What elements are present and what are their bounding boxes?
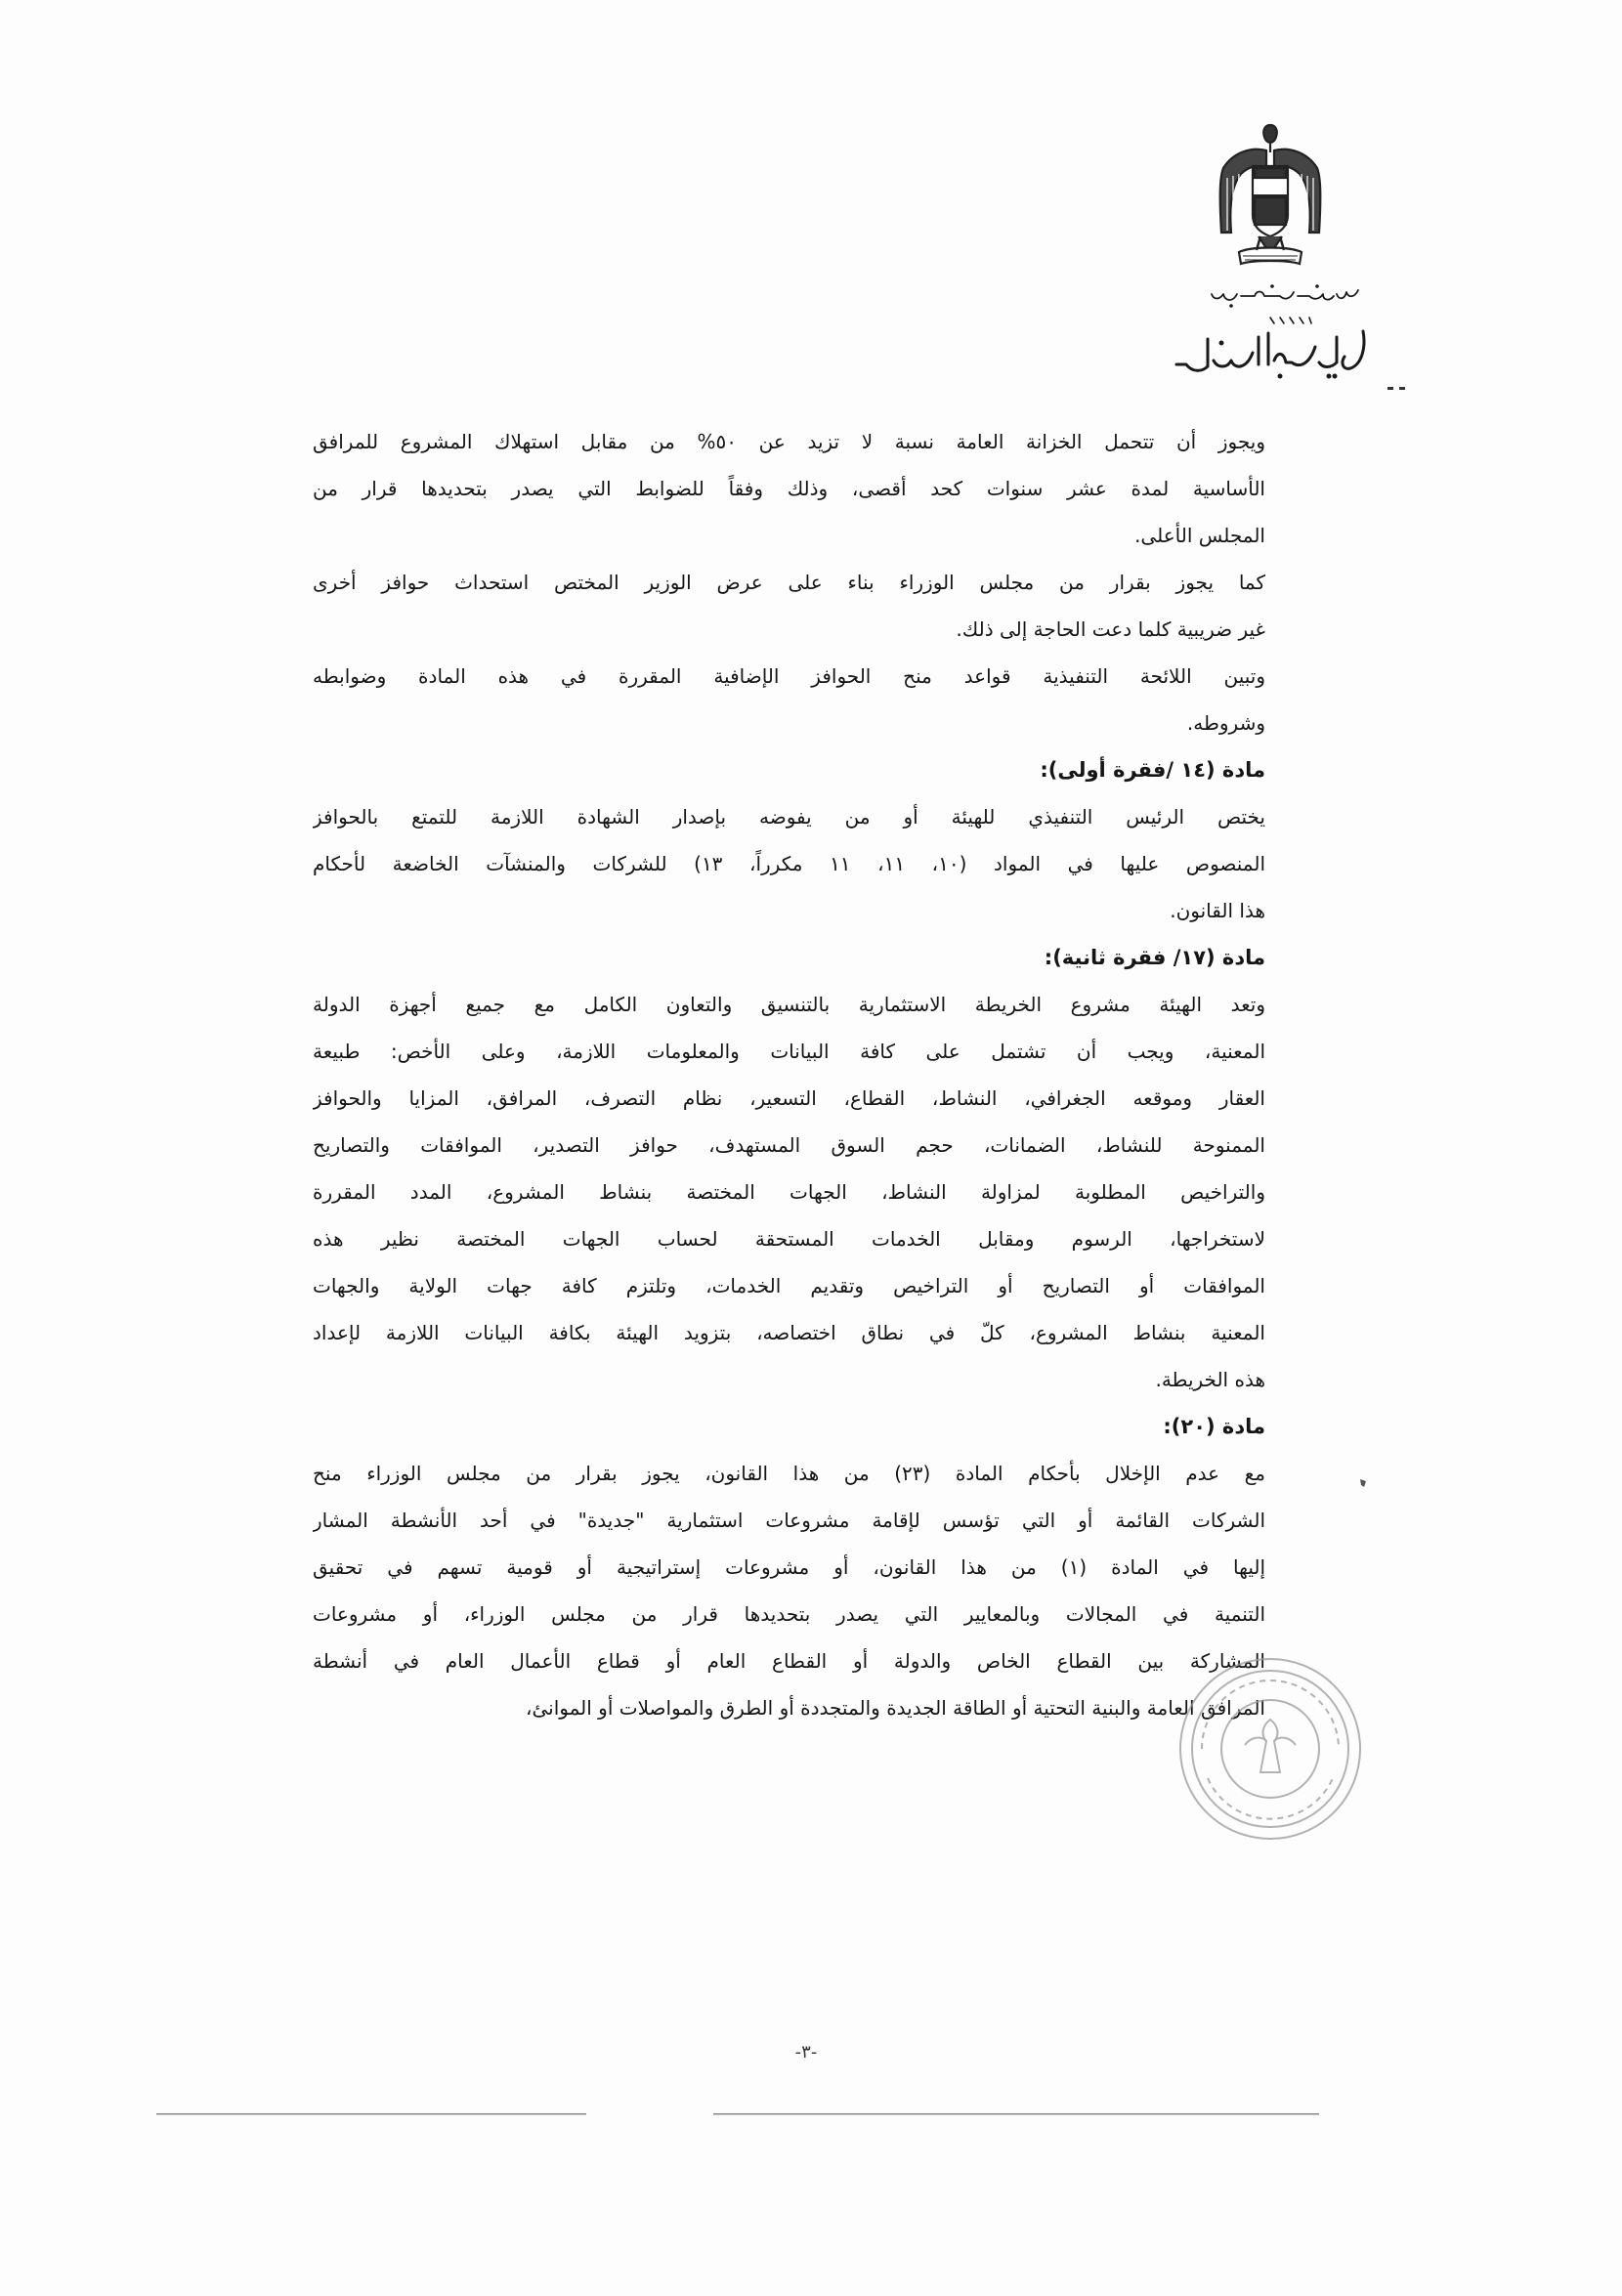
text-line: هذا القانون. (1170, 899, 1265, 922)
text-line: مع عدم الإخلال بأحكام المادة (٢٣) من هذا القانون، يجوز بقرار من مجلس الوزراء منح (313, 1462, 1265, 1485)
paragraph (313, 653, 1265, 746)
paragraph (313, 559, 1265, 653)
text-line: لاستخراجها، الرسوم ومقابل الخدمات المستحقة لحساب الجهات المختصة نظير هذه (313, 1227, 1265, 1251)
article-heading (313, 746, 1265, 793)
paragraph (313, 418, 1265, 559)
letterhead-signature (1163, 278, 1378, 396)
footer-rule-left (156, 2113, 586, 2115)
text-line: العقار وموقعه الجغرافي، النشاط، القطاع، التسعير، نظام التصرف، المرافق، المزايا والحوافز (313, 1086, 1265, 1110)
text-line: هذه الخريطة. (1155, 1368, 1265, 1391)
text-line: المعنية بنشاط المشروع، كلّ في نطاق اختصاصه، بتزويد الهيئة بكافة البيانات اللازمة لإعداد (313, 1321, 1265, 1344)
text-line: المرافق العامة والبنية التحتية أو الطاقة الجديدة والمتجددة أو الطرق والمواصلات أو الموانئ، (526, 1696, 1265, 1720)
text-line: وتعد الهيئة مشروع الخريطة الاستثمارية بالتنسيق والتعاون الكامل مع جميع أجهزة الدولة (313, 993, 1265, 1016)
paragraph (313, 793, 1265, 934)
heading-line: مادة (٢٠): (1163, 1415, 1265, 1438)
text-line: وتبين اللائحة التنفيذية قواعد منح الحوافز الإضافية المقررة في هذه المادة وضوابطه (313, 664, 1265, 688)
text-line: التنمية في المجالات وبالمعايير التي يصدر بتحديدها قرار من مجلس الوزراء، أو مشروعات (313, 1602, 1265, 1626)
text-line: إليها في المادة (١) من هذا القانون، أو مشروعات إستراتيجية أو قومية تسهم في تحقيق (313, 1555, 1265, 1579)
text-line: الممنوحة للنشاط، الضمانات، حجم السوق المستهدف، حوافز التصدير، الموافقات والتصاريح (313, 1133, 1265, 1157)
letterhead-mark (1387, 387, 1409, 390)
text-line: ويجوز أن تتحمل الخزانة العامة نسبة لا تزيد عن ٥٠% من مقابل استهلاك المشروع للمرافق (313, 430, 1265, 453)
text-line: الموافقات أو التصاريح أو التراخيص وتقديم الخدمات، وتلتزم كافة جهات الولاية والجهات (313, 1274, 1265, 1297)
paragraph (313, 981, 1265, 1403)
text-line: الشركات القائمة أو التي تؤسس لإقامة مشروعات استثمارية "جديدة" في أحد الأنشطة المشار (313, 1509, 1265, 1532)
heading-line: مادة (١٧/ فقرة ثانية): (1044, 946, 1265, 969)
document-body (313, 418, 1265, 1731)
text-line: والتراخيص المطلوبة لمزاولة النشاط، الجهات المختصة بنشاط المشروع، المدد المقررة (313, 1180, 1265, 1204)
heading-line: مادة (١٤ /فقرة أولى): (1040, 758, 1265, 782)
margin-speck (1358, 1477, 1368, 1489)
article-heading (313, 1403, 1265, 1450)
text-line: غير ضريبية كلما دعت الحاجة إلى ذلك. (956, 617, 1265, 641)
text-line: المشاركة بين القطاع الخاص والدولة أو القطاع العام أو قطاع الأعمال العام في أنشطة (313, 1649, 1265, 1673)
egyptian-eagle-icon (1212, 117, 1329, 283)
text-line: المجلس الأعلى. (1134, 524, 1265, 547)
footer-rule-right (713, 2113, 1319, 2115)
paragraph (313, 1450, 1265, 1731)
text-line: الأساسية لمدة عشر سنوات كحد أقصى، وذلك وفقاً للضوابط التي يصدر بتحديدها قرار من (313, 477, 1265, 500)
text-line: المعنية، ويجب أن تشتمل على كافة البيانات والمعلومات اللازمة، وعلى الأخص: طبيعة (313, 1040, 1265, 1063)
text-line: كما يجوز بقرار من مجلس الوزراء بناء على عرض الوزير المختص استحداث حوافز أخرى (313, 571, 1265, 594)
article-heading (313, 934, 1265, 981)
page-number: -٣- (794, 2042, 818, 2062)
text-line: يختص الرئيس التنفيذي للهيئة أو من يفوضه بإصدار الشهادة اللازمة للتمتع بالحوافز (313, 805, 1265, 829)
text-line: وشروطه. (1186, 711, 1265, 735)
text-line: المنصوص عليها في المواد (١٠، ١١، ١١ مكرراً، ١٣) للشركات والمنشآت الخاضعة لأحكام (313, 852, 1265, 875)
